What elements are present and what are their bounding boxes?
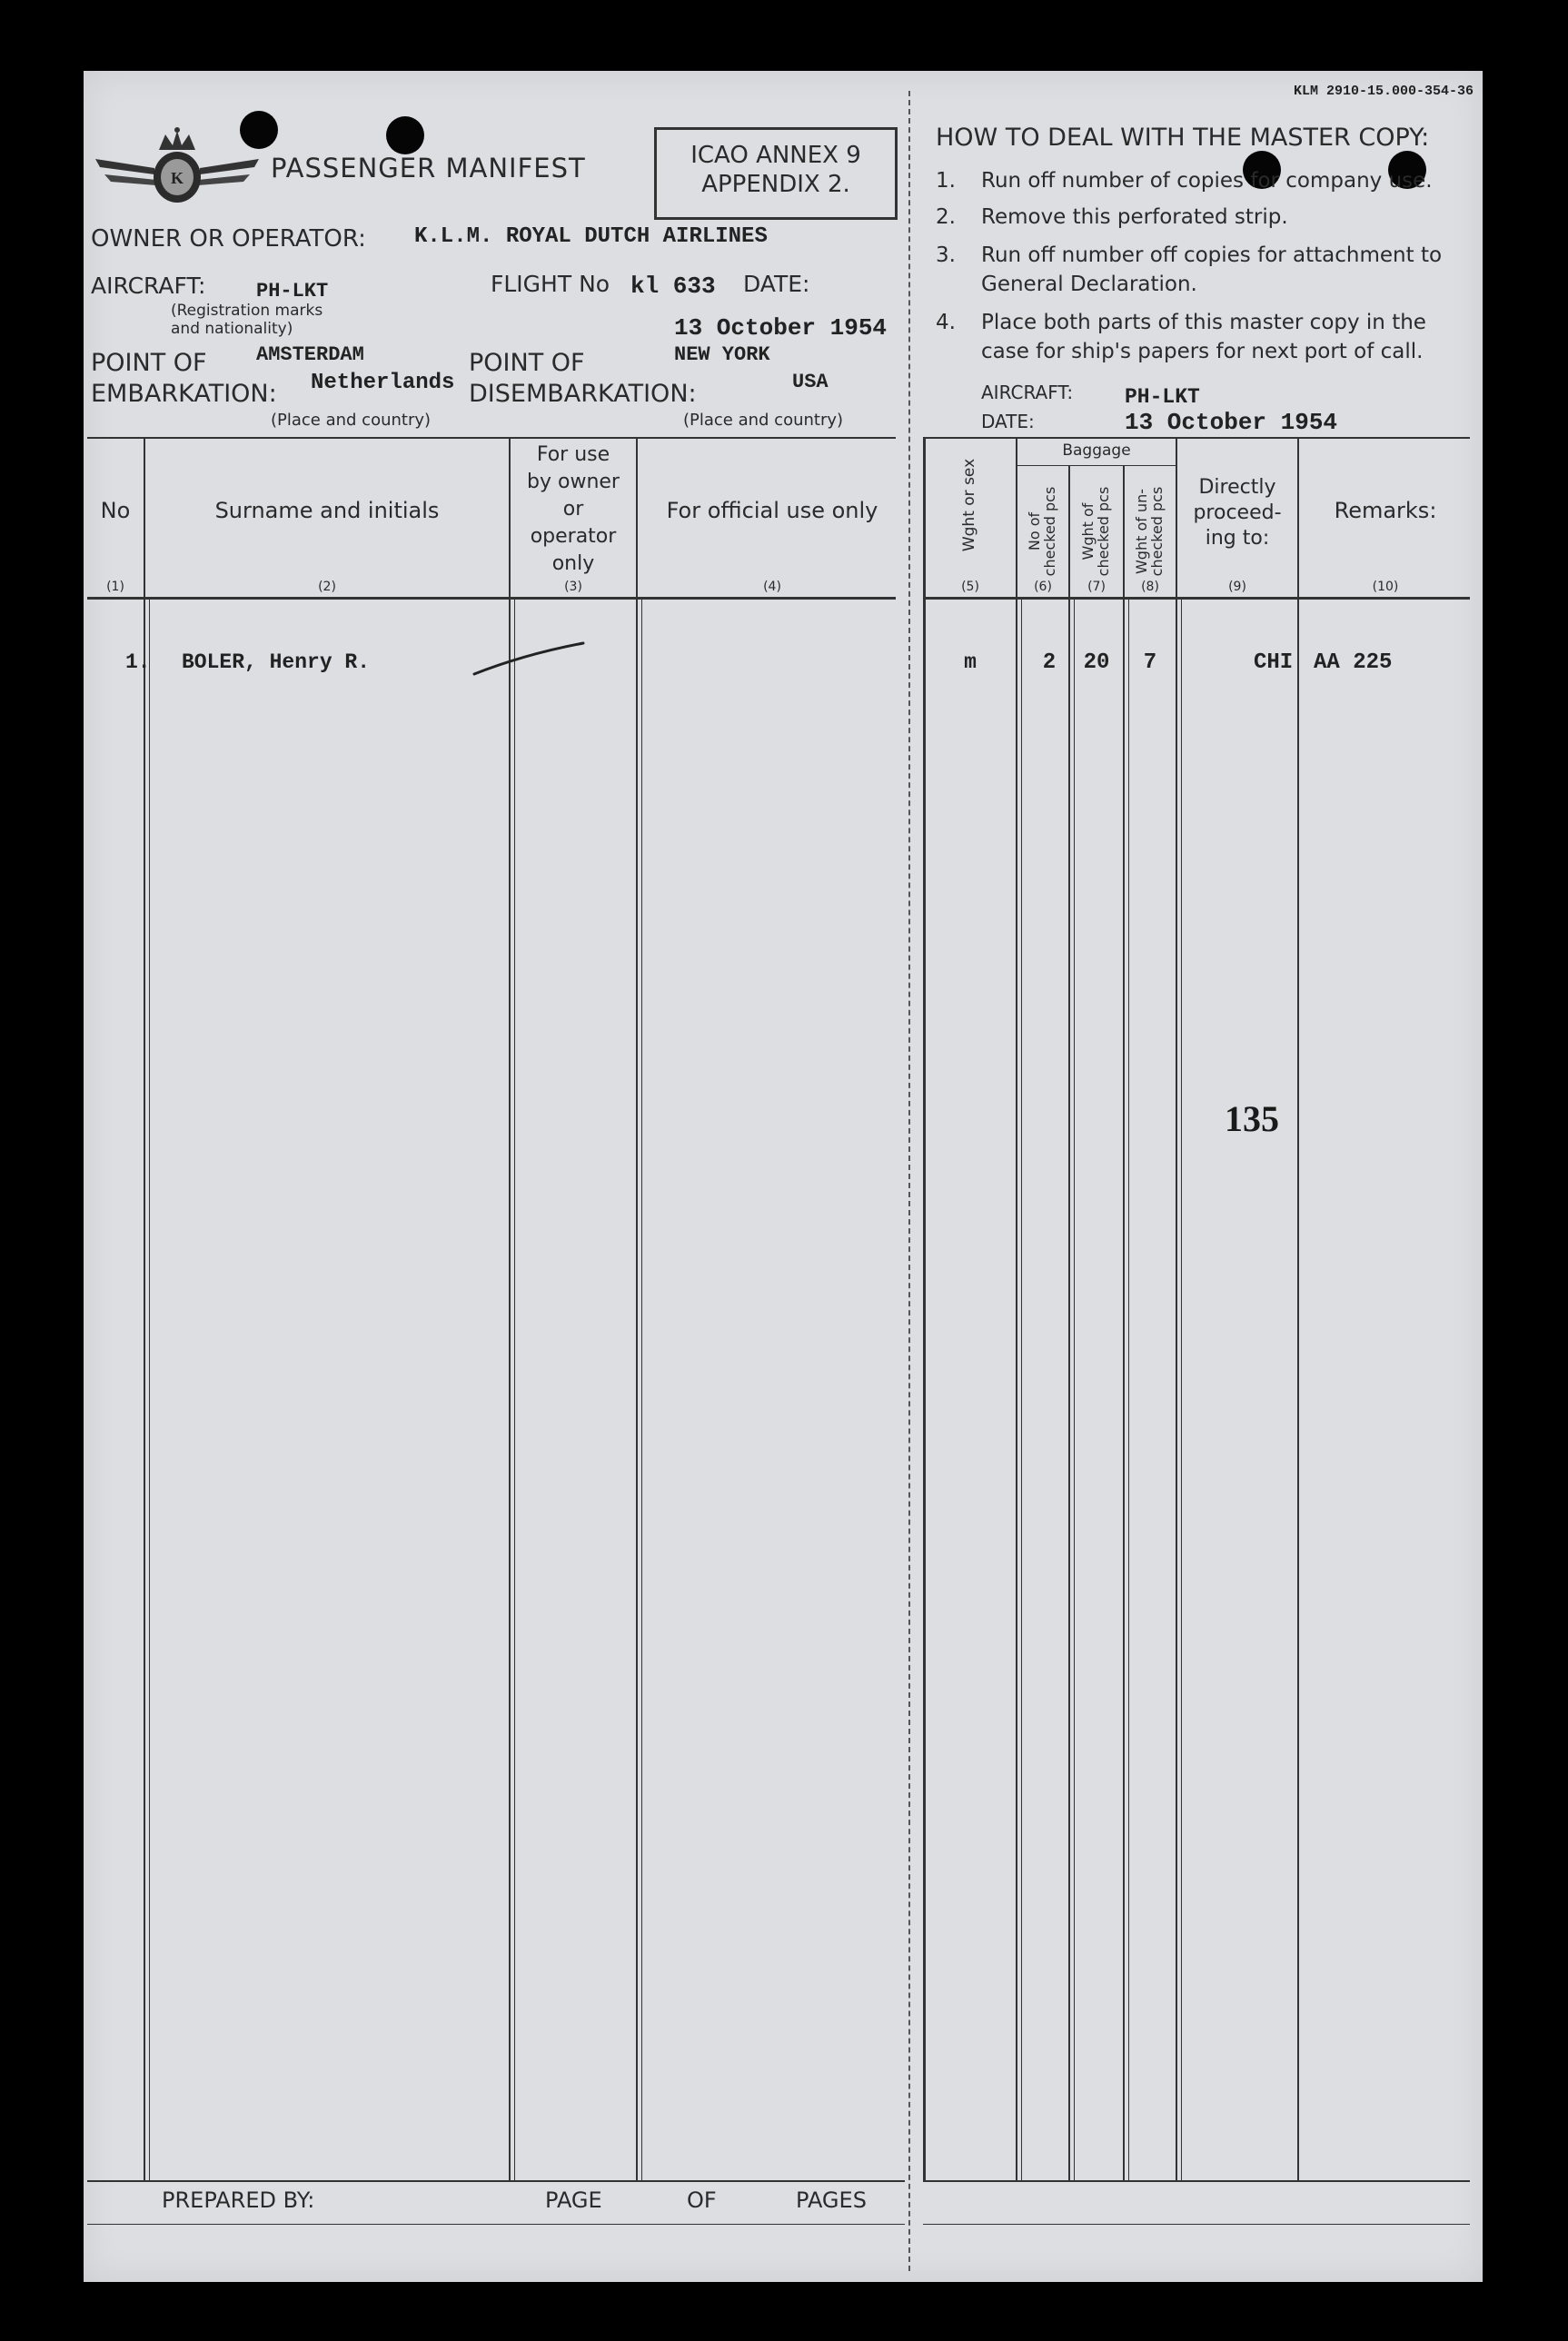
weight-unchecked: 7	[1143, 650, 1157, 675]
manifest-sheet	[84, 71, 1483, 2282]
col-header-remarks: Remarks:	[1334, 498, 1437, 523]
of-label: OF	[687, 2187, 717, 2213]
right-aircraft-label: AIRCRAFT:	[981, 382, 1074, 403]
flight-date-label: DATE:	[743, 271, 810, 297]
col-line	[149, 600, 150, 2180]
header-text: Wght of un-	[1133, 488, 1150, 575]
footer-rule-bottom-right	[923, 2224, 1470, 2225]
col-header-weight-sex: Wght or sex	[960, 458, 978, 552]
col-line	[1016, 437, 1017, 2181]
embarkation-country: Netherlands	[311, 371, 455, 395]
punch-hole	[386, 116, 424, 154]
col-number: (2)	[318, 580, 336, 594]
col-line	[923, 437, 926, 2181]
instruction-num: 2.	[936, 205, 956, 229]
col-header-owner-use: For use	[536, 443, 610, 466]
header-bottom-rule-left	[87, 597, 896, 600]
col-header-proceeding: Directly	[1198, 476, 1276, 499]
owner-value: K.L.M. ROYAL DUTCH AIRLINES	[414, 224, 768, 249]
instruction-num: 4.	[936, 311, 956, 334]
col-number: (3)	[564, 580, 582, 594]
col-number: (6)	[1034, 580, 1052, 594]
col-number: (9)	[1228, 580, 1246, 594]
icao-appendix: APPENDIX 2.	[701, 171, 850, 198]
col-number: (8)	[1141, 580, 1159, 594]
col-line	[509, 437, 511, 2181]
icao-annex: ICAO ANNEX 9	[690, 142, 861, 169]
instructions-heading: HOW TO DEAL WITH THE MASTER COPY:	[936, 124, 1430, 152]
disembarkation-city: NEW YORK	[674, 343, 770, 366]
col-line	[1128, 600, 1129, 2180]
header-top-rule-right	[923, 437, 1470, 439]
col-header-no: No	[100, 498, 131, 523]
right-aircraft-value: PH-LKT	[1125, 385, 1200, 409]
owner-label: OWNER OR OPERATOR:	[91, 225, 366, 253]
instruction-text: case for ship's papers for next port of call.	[981, 340, 1424, 363]
reference-code: KLM 2910-15.000-354-36	[1294, 84, 1474, 99]
passenger-name: BOLER, Henry R.	[182, 650, 371, 674]
instruction-text: Run off number off copies for attachment to	[981, 243, 1443, 267]
embarkation-label-1: POINT OF	[91, 349, 207, 377]
col-line	[641, 600, 642, 2180]
remarks: AA 225	[1314, 650, 1393, 675]
flight-label: FLIGHT No	[491, 271, 610, 297]
flight-date-value: 13 October 1954	[674, 314, 888, 342]
flight-value: kl 633	[630, 273, 716, 300]
col-line	[1176, 437, 1177, 2181]
header-text: Wght of	[1079, 502, 1097, 560]
col-number: (5)	[961, 580, 979, 594]
perforation-line	[908, 91, 910, 2271]
weight-checked: 20	[1083, 650, 1110, 675]
instruction-text: Place both parts of this master copy in the	[981, 311, 1426, 334]
col-header-owner-use: operator	[530, 525, 617, 548]
passenger-sex: m	[964, 650, 977, 674]
stamp-number: 135	[1225, 1098, 1279, 1139]
aircraft-label: AIRCRAFT:	[91, 273, 206, 299]
disembarkation-label-2: DISEMBARKATION:	[469, 380, 697, 408]
aircraft-value: PH-LKT	[256, 280, 329, 303]
footer-rule-left	[87, 2180, 905, 2182]
row-number: 1.	[125, 650, 151, 674]
col-header-checked-pcs	[1027, 477, 1057, 586]
col-header-owner-use: or	[562, 498, 584, 521]
baggage-rule	[1016, 465, 1177, 466]
col-line	[1021, 600, 1022, 2180]
klm-crown-logo	[91, 127, 263, 209]
owner-use-pen-stroke	[471, 638, 589, 679]
disembarkation-label-1: POINT OF	[469, 349, 585, 377]
disembarkation-note: (Place and country)	[683, 411, 844, 430]
col-number: (4)	[763, 580, 781, 594]
prepared-by-label: PREPARED BY:	[162, 2187, 315, 2213]
right-date-label: DATE:	[981, 411, 1035, 432]
col-header-proceeding: proceed-	[1193, 501, 1282, 524]
col-line	[1123, 465, 1125, 2180]
header-text: checked pcs	[1148, 486, 1166, 577]
col-header-owner-use: by owner	[527, 471, 620, 493]
col-line	[1068, 465, 1070, 2180]
aircraft-note-1: (Registration marks	[171, 302, 323, 320]
header-text: No of	[1026, 511, 1043, 551]
col-header-proceeding: ing to:	[1205, 527, 1270, 550]
header-top-rule-left	[87, 437, 896, 439]
col-header-surname: Surname and initials	[214, 498, 440, 523]
instruction-num: 3.	[936, 243, 956, 267]
col-number: (1)	[106, 580, 124, 594]
footer-rule-bottom-left	[87, 2224, 905, 2225]
aircraft-note-2: and nationality)	[171, 320, 293, 338]
form-title: PASSENGER MANIFEST	[271, 153, 586, 184]
col-line	[1074, 600, 1075, 2180]
embarkation-city: AMSTERDAM	[256, 343, 364, 366]
col-line	[144, 437, 145, 2181]
header-bottom-rule-right	[923, 597, 1470, 600]
col-number: (7)	[1087, 580, 1106, 594]
col-header-weight-checked	[1080, 477, 1111, 586]
col-header-baggage: Baggage	[1062, 441, 1131, 460]
pages-label: PAGES	[796, 2187, 867, 2213]
page-label: PAGE	[545, 2187, 602, 2213]
col-header-owner-use: only	[551, 552, 595, 575]
header-text: checked pcs	[1095, 486, 1112, 577]
right-date-value: 13 October 1954	[1125, 409, 1338, 436]
proceeding-to: CHI	[1254, 650, 1294, 675]
col-line	[514, 600, 515, 2180]
col-line	[636, 437, 638, 2181]
embarkation-label-2: EMBARKATION:	[91, 380, 277, 408]
col-line	[1297, 437, 1299, 2181]
col-header-official: For official use only	[666, 498, 878, 523]
instruction-text: Run off number of copies for company use.	[981, 169, 1433, 193]
checked-pieces: 2	[1042, 650, 1057, 675]
instruction-text: General Declaration.	[981, 273, 1197, 296]
embarkation-note: (Place and country)	[271, 411, 432, 430]
header-text: checked pcs	[1041, 486, 1058, 577]
instruction-text: Remove this perforated strip.	[981, 205, 1288, 229]
col-header-weight-unchecked	[1134, 477, 1165, 586]
col-line	[1181, 600, 1182, 2180]
footer-rule-right	[923, 2180, 1470, 2182]
svg-text:K: K	[170, 169, 184, 187]
col-number: (10)	[1372, 580, 1399, 594]
instruction-num: 1.	[936, 169, 956, 193]
disembarkation-country: USA	[792, 371, 829, 393]
